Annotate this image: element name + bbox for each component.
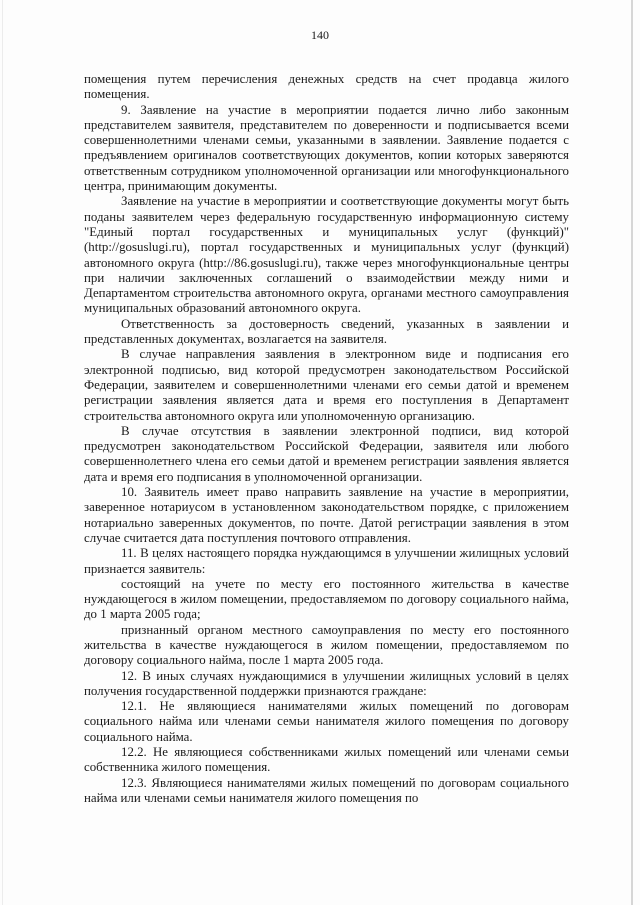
scan-edge-right [631, 0, 633, 905]
paragraph: В случае отсутствия в заявлении электронной подписи, вид которой предусмотрен законодательством Российской Федерации, заявителя или любого совершеннолетнего члена его семьи датой и временем регистрации заявления является дата и время его подписания в уполномоченной организации. [84, 423, 569, 484]
paragraph: помещения путем перечисления денежных средств на счет продавца жилого помещения. [84, 72, 569, 102]
paragraph: 12.3. Являющиеся нанимателями жилых помещений по договорам социального найма или членами семьи нанимателя жилого помещения по [84, 775, 569, 805]
paragraph: состоящий на учете по месту его постоянного жительства в качестве нуждающегося в жилом помещении, предоставляемом по договору социального найма, до 1 марта 2005 года; [84, 576, 569, 622]
paragraph: Ответственность за достоверность сведений, указанных в заявлении и представленных документах, возлагается на заявителя. [84, 316, 569, 347]
page-number: 140 [311, 28, 329, 42]
paragraph: Заявление на участие в мероприятии и соответствующие документы могут быть поданы заявителем через федеральную государственную информационную систему "Единый портал государственных и муниципальных услуг (функций)" (http://gosuslugi.ru), портал государственных и муниципальных услуг (функций) автономного округа (http://86.gosuslugi.ru), также через многофункциональные центры при наличии заключенных соглашений о взаимодействии между ними и Департаментом строительства автономного округа, органами местного самоуправления муниципальных образований автономного округа. [84, 194, 569, 316]
paragraph: 12.2. Не являющиеся собственниками жилых помещений или членами семьи собственника жилого помещения. [84, 745, 569, 775]
scan-edge-left [2, 0, 3, 905]
paragraph: 10. Заявитель имеет право направить заявление на участие в мероприятии, заверенное нотариусом в установленном законодательством порядке, с приложением нотариально заверенных документов, по почте. Датой регистрации заявления в этом случае считается дата поступления почтового отправления. [84, 485, 569, 545]
document-body [84, 72, 569, 806]
paragraph: 11. В целях настоящего порядка нуждающимся в улучшении жилищных условий признается заявитель: [84, 546, 569, 576]
paragraph: 12. В иных случаях нуждающимися в улучшении жилищных условий в целях получения государственной поддержки признаются граждане: [84, 668, 569, 698]
paragraph: 9. Заявление на участие в мероприятии подается лично либо законным представителем заявителя, представителем по доверенности и подписывается всеми совершеннолетними членами семьи, указанными в заявлении. Заявление подается с предъявлением оригиналов соответствующих документов, копии которых заверяются ответственным сотрудником уполномоченной организации или многофункционального центра, принимающим документы. [84, 102, 569, 194]
paragraph: В случае направления заявления в электронном виде и подписания его электронной подписью, вид которой предусмотрен законодательством Российской Федерации, заявителем и совершеннолетними членами его семьи датой и временем регистрации заявления является дата и время его поступления в Департамент строительства автономного округа или уполномоченную организацию. [84, 347, 569, 423]
paragraph: 12.1. Не являющиеся нанимателями жилых помещений по договорам социального найма или членами семьи нанимателя жилого помещения по договору социального найма. [84, 699, 569, 744]
paragraph: признанный органом местного самоуправления по месту его постоянного жительства в качестве нуждающегося в жилом помещении, предоставляемом по договору социального найма, после 1 марта 2005 года. [84, 622, 569, 668]
